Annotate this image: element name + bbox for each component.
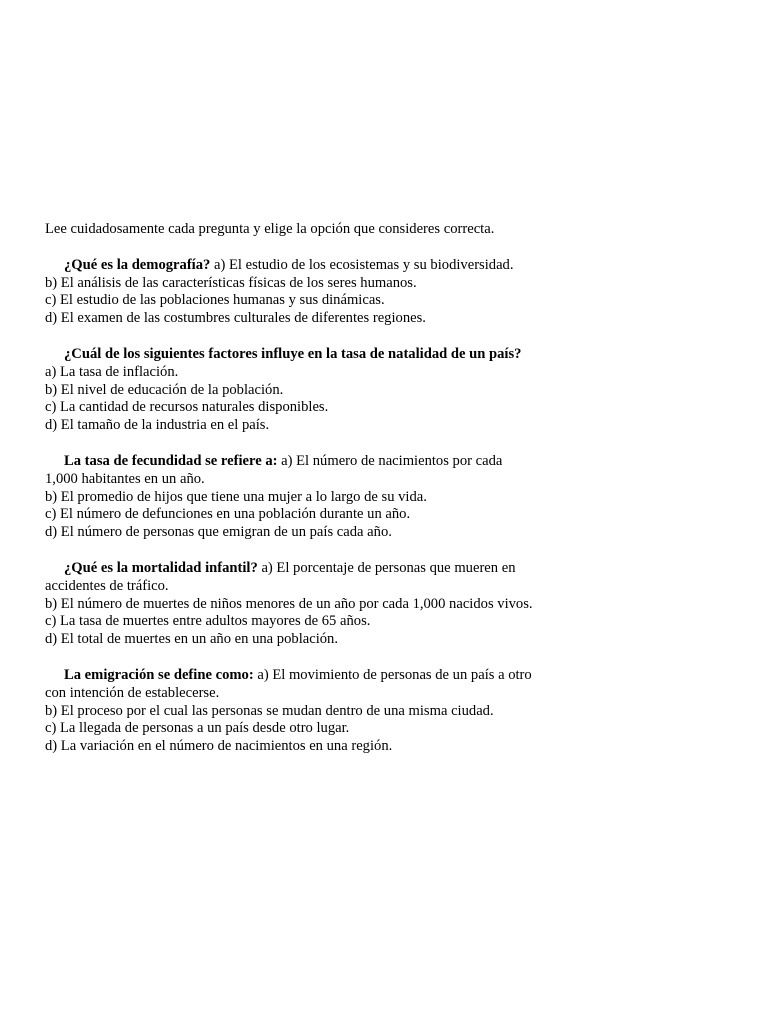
question-5 xyxy=(45,667,535,756)
option-c: c) La tasa de muertes entre adultos mayores de 65 años. xyxy=(45,613,371,630)
option-c: c) La llegada de personas a un país desde otro lugar. xyxy=(45,720,350,737)
question-1 xyxy=(45,257,535,328)
question-2 xyxy=(45,346,535,435)
question-line xyxy=(45,453,535,489)
question-3 xyxy=(45,453,535,542)
option-d: d) El total de muertes en un año en una población. xyxy=(45,631,339,648)
question-title: La tasa de fecundidad se refiere a: xyxy=(64,452,278,469)
option-d: d) La variación en el número de nacimientos en una región. xyxy=(45,738,393,755)
option-c: c) El estudio de las poblaciones humanas y sus dinámicas. xyxy=(45,292,385,309)
option-a: a) El número de nacimientos por cada 1,000 habitantes en un año. xyxy=(45,452,503,487)
question-line xyxy=(45,560,535,596)
option-b: b) El nivel de educación de la población. xyxy=(45,381,284,398)
option-a: a) El porcentaje de personas que mueren en accidentes de tráfico. xyxy=(45,559,516,594)
question-line xyxy=(45,667,535,703)
option-a: a) La tasa de inflación. xyxy=(45,363,179,380)
option-b: b) El promedio de hijos que tiene una mujer a lo largo de su vida. xyxy=(45,488,427,505)
question-title: ¿Qué es la demografía? xyxy=(64,256,211,273)
option-a: a) El estudio de los ecosistemas y su biodiversidad. xyxy=(213,256,514,273)
option-d: d) El número de personas que emigran de un país cada año. xyxy=(45,524,392,541)
option-c: c) La cantidad de recursos naturales disponibles. xyxy=(45,399,329,416)
question-line xyxy=(45,257,535,275)
instructions-text: Lee cuidadosamente cada pregunta y elige la opción que consideres correcta. xyxy=(45,221,495,237)
question-line xyxy=(45,346,535,364)
option-b: b) El proceso por el cual las personas se mudan dentro de una misma ciudad. xyxy=(45,702,494,719)
option-b: b) El análisis de las características físicas de los seres humanos. xyxy=(45,274,417,291)
question-title: ¿Cuál de los siguientes factores influye en la tasa de natalidad de un país? xyxy=(64,345,522,362)
question-title: La emigración se define como: xyxy=(64,666,254,683)
option-d: d) El tamaño de la industria en el país. xyxy=(45,417,270,434)
option-d: d) El examen de las costumbres culturales de diferentes regiones. xyxy=(45,310,426,327)
option-a: a) El movimiento de personas de un país a otro con intención de establecerse. xyxy=(45,666,532,701)
question-title: ¿Qué es la mortalidad infantil? xyxy=(64,559,258,576)
option-c: c) El número de defunciones en una población durante un año. xyxy=(45,506,411,523)
question-4 xyxy=(45,560,535,649)
option-b: b) El número de muertes de niños menores de un año por cada 1,000 nacidos vivos. xyxy=(45,595,533,612)
document-page xyxy=(45,221,535,774)
